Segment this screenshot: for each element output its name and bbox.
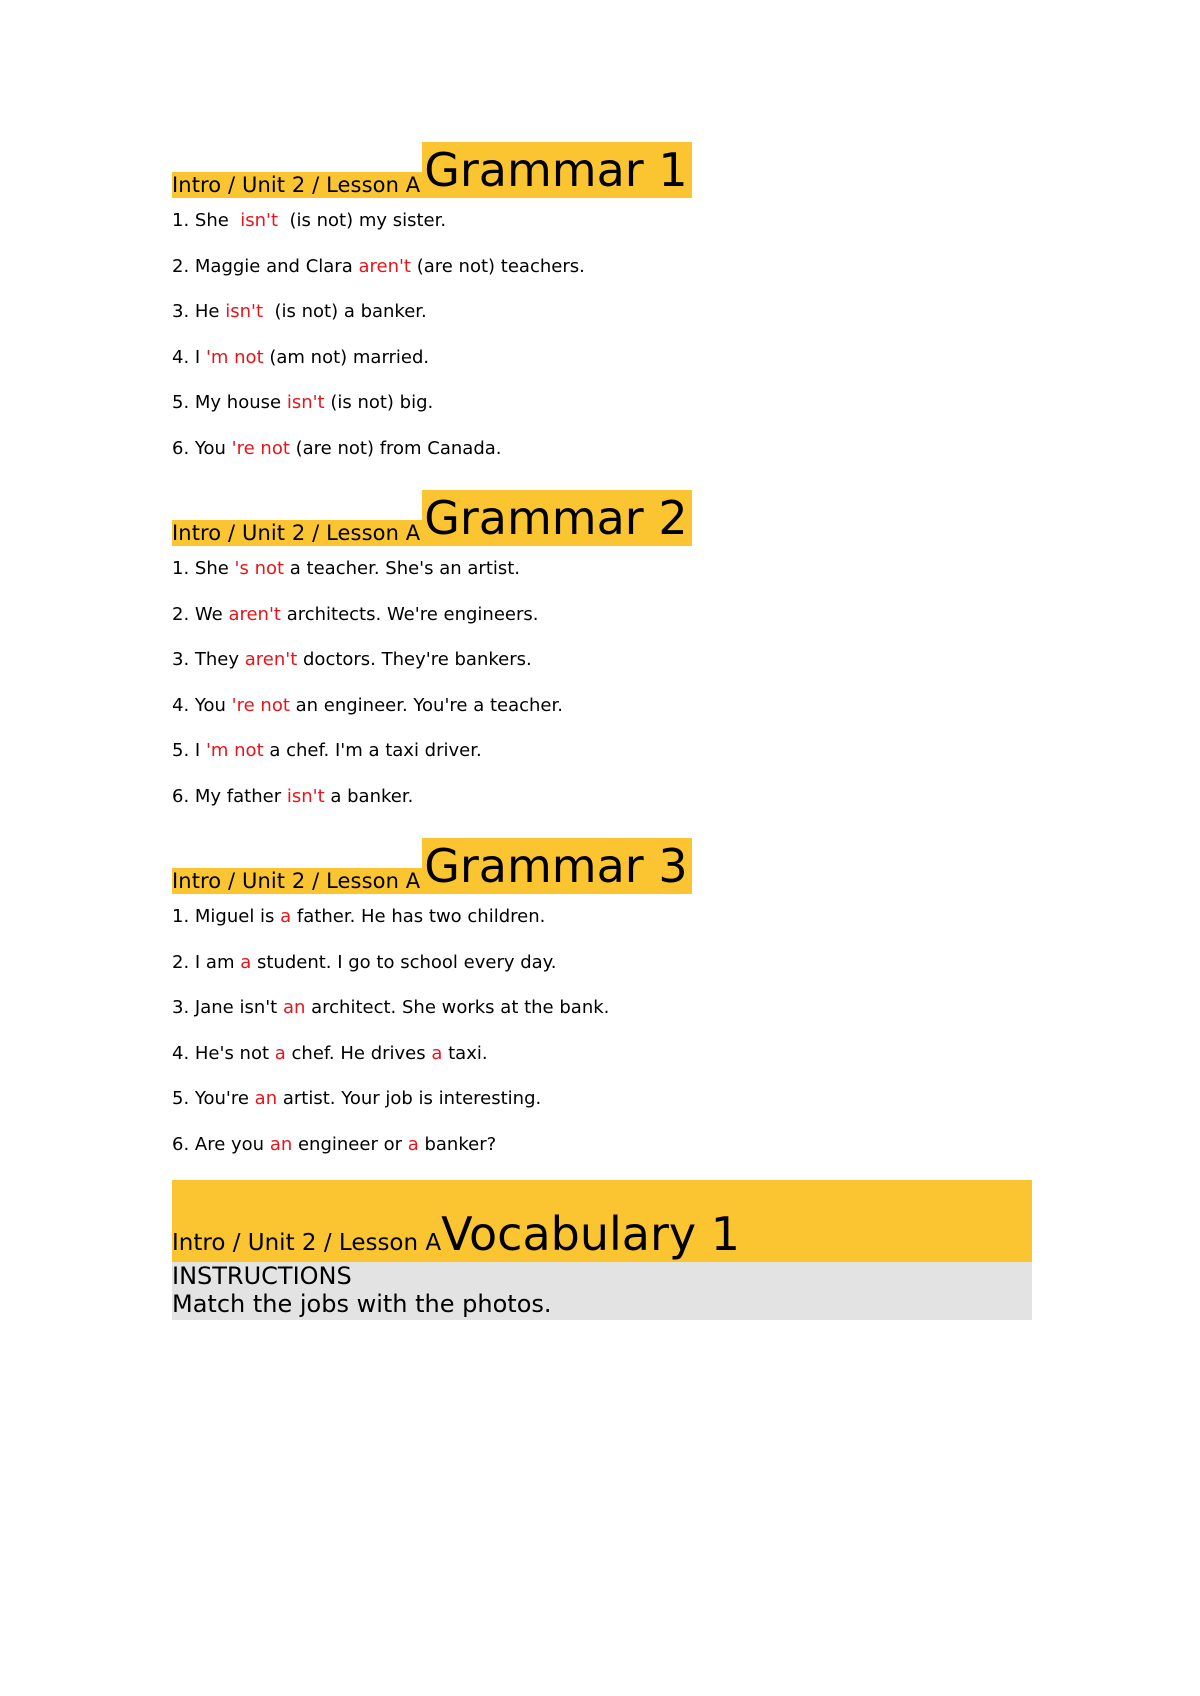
sentence-text: father. He has two children. <box>291 906 546 927</box>
section-title: Grammar 2 <box>422 490 691 546</box>
sentence-text: doctors. They're bankers. <box>297 649 532 670</box>
instructions-box <box>172 1262 1032 1320</box>
sentence-text: 3. They <box>172 649 245 670</box>
exercise-item <box>172 786 692 832</box>
answer-text: isn't <box>286 392 325 413</box>
instructions-text: Match the jobs with the photos. <box>172 1290 552 1318</box>
sentence-text: 6. Are you <box>172 1133 270 1155</box>
sentence-text: a teacher. She's an artist. <box>284 558 521 579</box>
grammar-section-3 <box>172 838 692 1179</box>
sentence-text: 3. He <box>172 301 226 322</box>
answer-text: aren't <box>358 255 411 277</box>
sentence-text: 6. My father <box>172 785 287 807</box>
section-title: Vocabulary 1 <box>441 1207 741 1261</box>
sentence-text: banker? <box>418 1133 497 1155</box>
sentence-text: a banker. <box>324 785 414 807</box>
section-title: Grammar 3 <box>422 838 691 894</box>
sentence-text: (am not) married. <box>263 346 430 368</box>
sentence-text: 4. He's not <box>172 1042 275 1064</box>
answer-text: a <box>280 906 292 927</box>
sentence-text: student. I go to school every day. <box>251 951 557 973</box>
answer-text: a <box>407 1133 419 1155</box>
sentence-text: chef. He drives <box>285 1042 432 1064</box>
sentence-text: architect. She works at the bank. <box>305 997 610 1018</box>
sentence-text: (is not) big. <box>324 392 434 413</box>
exercise-item <box>172 438 692 484</box>
vocabulary-section <box>172 1180 1032 1320</box>
exercise-item <box>172 1088 692 1134</box>
answer-text: a <box>274 1042 286 1064</box>
sentence-text: engineer or <box>292 1133 408 1155</box>
sentence-text: 5. I <box>172 740 206 761</box>
sentence-text: 6. You <box>172 437 232 459</box>
answer-text: 're not <box>231 437 290 459</box>
exercise-item <box>172 906 692 952</box>
exercise-list <box>172 210 692 483</box>
section-header <box>172 142 692 198</box>
answer-text: isn't <box>240 210 279 231</box>
sentence-text: 1. She <box>172 558 235 579</box>
exercise-item <box>172 997 692 1043</box>
sentence-text: (are not) teachers. <box>410 255 585 277</box>
answer-text: isn't <box>286 785 325 807</box>
exercise-item <box>172 740 692 786</box>
sentence-text: 4. I <box>172 346 206 368</box>
instructions-label: INSTRUCTIONS <box>172 1262 352 1290</box>
answer-text: an <box>254 1088 278 1109</box>
breadcrumb: Intro / Unit 2 / Lesson A <box>172 869 421 893</box>
answer-text: 's not <box>234 558 285 579</box>
exercise-item <box>172 392 692 438</box>
exercise-item <box>172 604 692 650</box>
exercise-list <box>172 558 692 831</box>
sentence-text: 3. Jane isn't <box>172 997 283 1018</box>
sentence-text: taxi. <box>442 1042 488 1064</box>
breadcrumb: Intro / Unit 2 / Lesson A <box>172 521 421 545</box>
section-header <box>172 490 692 546</box>
sentence-text: an engineer. You're a teacher. <box>289 694 563 716</box>
exercise-item <box>172 649 692 695</box>
sentence-text: (is not) a banker. <box>263 301 427 322</box>
exercise-item <box>172 301 692 347</box>
answer-text: 're not <box>231 694 290 716</box>
exercise-list <box>172 906 692 1179</box>
vocabulary-header <box>172 1180 1032 1262</box>
breadcrumb: Intro / Unit 2 / Lesson A <box>172 1230 442 1256</box>
grammar-section-1 <box>172 142 692 483</box>
answer-text: a <box>240 951 252 973</box>
answer-text: aren't <box>228 603 281 625</box>
sentence-text: 1. She <box>172 210 241 231</box>
exercise-item <box>172 210 692 256</box>
breadcrumb: Intro / Unit 2 / Lesson A <box>172 173 421 197</box>
answer-text: a <box>431 1042 443 1064</box>
sentence-text: (is not) my sister. <box>278 210 447 231</box>
answer-text: an <box>269 1133 293 1155</box>
grammar-section-2 <box>172 490 692 831</box>
sentence-text: architects. We're engineers. <box>280 603 539 625</box>
answer-text: isn't <box>225 301 264 322</box>
sentence-text: 5. My house <box>172 392 287 413</box>
sentence-text: a chef. I'm a taxi driver. <box>263 740 482 761</box>
exercise-item <box>172 695 692 741</box>
exercise-item <box>172 558 692 604</box>
exercise-item <box>172 1134 692 1180</box>
answer-text: an <box>282 997 306 1018</box>
sentence-text: 2. Maggie and Clara <box>172 255 359 277</box>
sentence-text: 1. Miguel is <box>172 906 281 927</box>
exercise-item <box>172 952 692 998</box>
exercise-item <box>172 1043 692 1089</box>
section-title: Grammar 1 <box>422 142 691 198</box>
sentence-text: 2. I am <box>172 951 241 973</box>
sentence-text: 4. You <box>172 694 232 716</box>
exercise-item <box>172 347 692 393</box>
answer-text: 'm not <box>205 346 264 368</box>
sentence-text: 5. You're <box>172 1088 255 1109</box>
section-header <box>172 838 692 894</box>
exercise-item <box>172 256 692 302</box>
sentence-text: 2. We <box>172 603 229 625</box>
sentence-text: artist. Your job is interesting. <box>277 1088 542 1109</box>
answer-text: 'm not <box>205 740 264 761</box>
sentence-text: (are not) from Canada. <box>289 437 502 459</box>
answer-text: aren't <box>244 649 298 670</box>
